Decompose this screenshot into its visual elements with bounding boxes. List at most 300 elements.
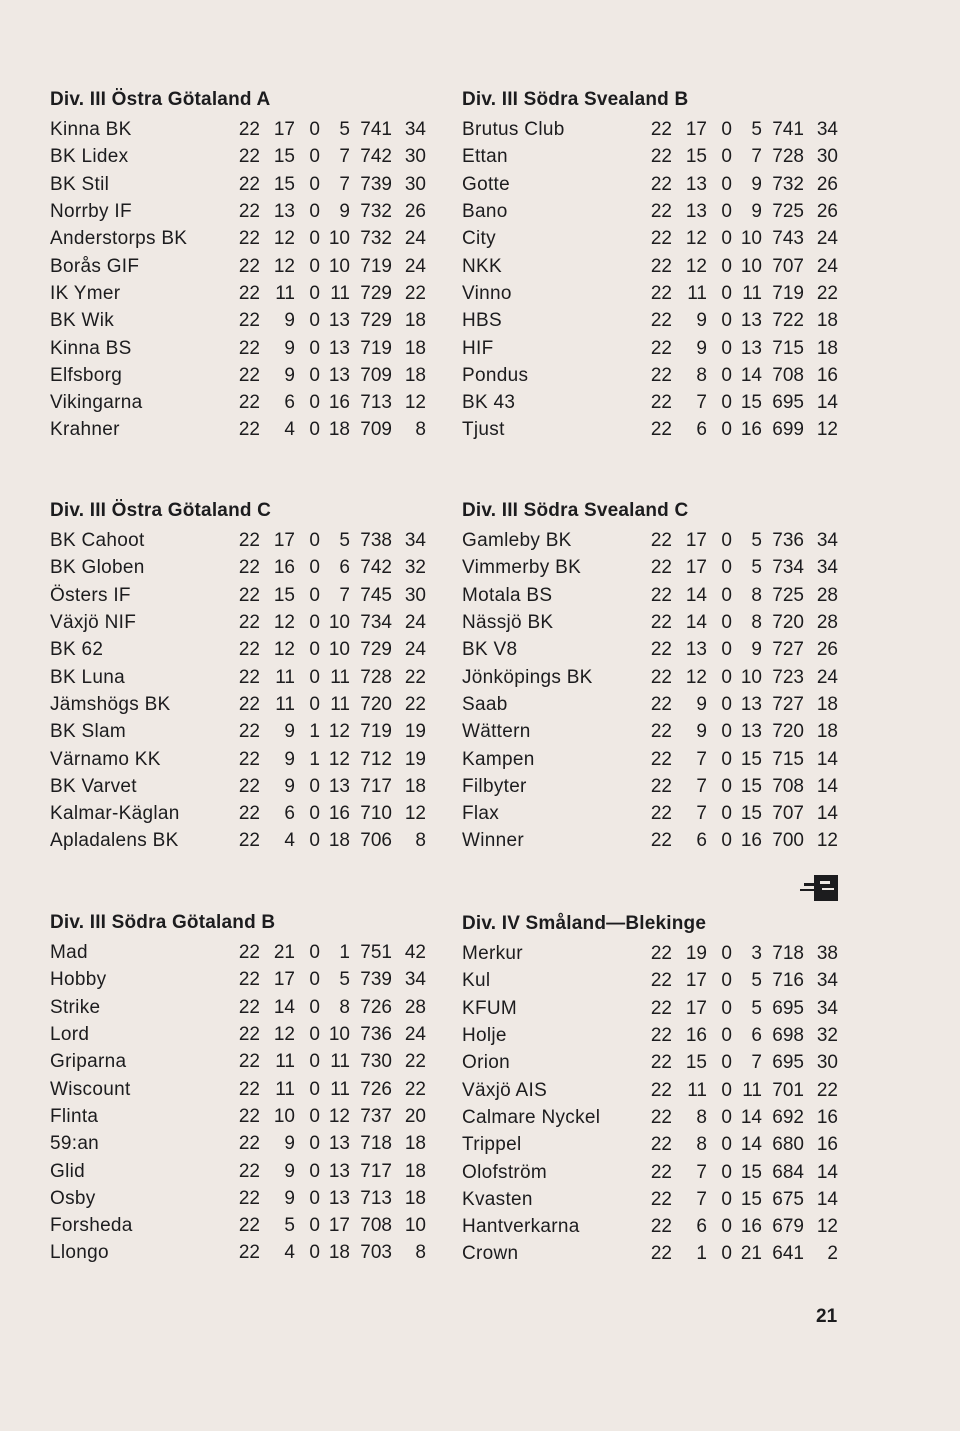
stat-cell: 22: [238, 119, 260, 141]
stat-cell: 0: [721, 693, 732, 715]
stat-cell: 0: [309, 228, 320, 250]
stat-cell: 16: [740, 1216, 762, 1238]
stat-cell: 716: [772, 970, 804, 992]
stat-cell: 15: [740, 803, 762, 825]
stat-cell: 9: [696, 693, 707, 715]
table-row: [50, 362, 426, 389]
team-name: Flax: [462, 803, 500, 825]
team-name: HBS: [462, 310, 502, 332]
standings-table: [50, 939, 426, 1267]
stat-cell: 22: [650, 228, 672, 250]
team-name: IK Ymer: [50, 282, 121, 304]
stat-cell: 18: [404, 1133, 426, 1155]
team-name: Elfsborg: [50, 364, 123, 386]
stat-cell: 715: [772, 337, 804, 359]
stat-cell: 11: [275, 666, 295, 688]
stat-cell: 14: [740, 364, 762, 386]
stat-cell: 695: [772, 392, 804, 414]
team-name: Pondus: [462, 364, 529, 386]
stat-cell: 717: [360, 1160, 392, 1182]
table-row: [462, 334, 838, 361]
stat-cell: 0: [721, 119, 732, 141]
stat-cell: 22: [650, 1025, 672, 1047]
stat-cell: 30: [816, 146, 838, 168]
team-name: Östers IF: [50, 584, 131, 606]
stat-cell: 14: [273, 996, 295, 1018]
stat-cell: 17: [328, 1215, 350, 1237]
stat-cell: 12: [816, 830, 838, 852]
stat-cell: 8: [415, 419, 426, 441]
stat-cell: 15: [740, 392, 762, 414]
table-row: [50, 1075, 426, 1102]
stat-cell: 679: [772, 1216, 804, 1238]
stat-cell: 13: [328, 1187, 350, 1209]
stat-cell: 15: [273, 146, 295, 168]
team-name: Gamleby BK: [462, 530, 572, 552]
stat-cell: 19: [404, 721, 426, 743]
division-sodra-svealand-c: [462, 495, 862, 855]
team-name: BK Globen: [50, 557, 145, 579]
stat-cell: 0: [721, 1134, 732, 1156]
stat-cell: 0: [721, 146, 732, 168]
division-smaland-blekinge: [462, 908, 862, 1268]
stat-cell: 34: [404, 119, 426, 141]
stat-cell: 11: [275, 282, 295, 304]
stat-cell: 22: [650, 282, 672, 304]
stat-cell: 7: [696, 1188, 707, 1210]
stat-cell: 0: [309, 1105, 320, 1127]
stat-cell: 13: [328, 364, 350, 386]
stat-cell: 14: [685, 612, 707, 634]
stat-cell: 22: [650, 693, 672, 715]
page-number: 21: [816, 1306, 838, 1327]
table-row: [50, 582, 426, 609]
team-name: BK Cahoot: [50, 530, 145, 552]
stat-cell: 14: [816, 1188, 838, 1210]
stat-cell: 12: [404, 392, 426, 414]
team-name: Hantverkarna: [462, 1216, 580, 1238]
stat-cell: 0: [309, 255, 320, 277]
stat-cell: 739: [360, 969, 392, 991]
team-name: BK Luna: [50, 666, 125, 688]
stat-cell: 16: [740, 830, 762, 852]
team-name: Kampen: [462, 748, 535, 770]
stat-cell: 7: [339, 584, 350, 606]
table-row: [462, 1158, 838, 1185]
stat-cell: 22: [650, 337, 672, 359]
stat-cell: 0: [309, 666, 320, 688]
stat-cell: 22: [650, 1243, 672, 1265]
standings-table: [50, 527, 426, 855]
stat-cell: 7: [696, 748, 707, 770]
division-title: Div. III Östra Götaland A: [50, 89, 271, 110]
stat-cell: 3: [751, 943, 762, 965]
stat-cell: 16: [328, 392, 350, 414]
table-row: [50, 636, 426, 663]
stat-cell: 720: [772, 721, 804, 743]
stat-cell: 741: [772, 119, 804, 141]
stat-cell: 734: [360, 612, 392, 634]
stat-cell: 751: [360, 942, 392, 964]
stat-cell: 22: [238, 1105, 260, 1127]
stat-cell: 12: [685, 666, 707, 688]
stat-cell: 17: [273, 119, 295, 141]
stat-cell: 22: [238, 337, 260, 359]
table-row: [462, 554, 838, 581]
stat-cell: 11: [330, 282, 350, 304]
stat-cell: 16: [273, 557, 295, 579]
stat-cell: 725: [772, 584, 804, 606]
stat-cell: 22: [650, 1216, 672, 1238]
stat-cell: 9: [751, 201, 762, 223]
stat-cell: 22: [650, 803, 672, 825]
stat-cell: 12: [273, 1024, 295, 1046]
stat-cell: 8: [696, 1106, 707, 1128]
stat-cell: 22: [238, 721, 260, 743]
stat-cell: 695: [772, 1052, 804, 1074]
stat-cell: 0: [309, 310, 320, 332]
team-name: Merkur: [462, 943, 523, 965]
table-row: [50, 939, 426, 966]
stat-cell: 5: [339, 969, 350, 991]
team-name: NKK: [462, 255, 502, 277]
table-row: [462, 1022, 838, 1049]
stat-cell: 0: [721, 310, 732, 332]
table-row: [50, 198, 426, 225]
stat-cell: 18: [404, 337, 426, 359]
table-row: [462, 252, 838, 279]
stat-cell: 13: [740, 693, 762, 715]
stat-cell: 0: [721, 530, 732, 552]
table-row: [462, 691, 838, 718]
stat-cell: 13: [328, 1133, 350, 1155]
table-row: [462, 362, 838, 389]
stat-cell: 0: [309, 639, 320, 661]
stat-cell: 723: [772, 666, 804, 688]
stat-cell: 13: [273, 201, 295, 223]
stat-cell: 727: [772, 693, 804, 715]
stat-cell: 22: [238, 1242, 260, 1264]
stat-cell: 17: [685, 530, 707, 552]
stat-cell: 0: [309, 392, 320, 414]
stat-cell: 0: [721, 721, 732, 743]
stat-cell: 22: [650, 419, 672, 441]
stat-cell: 0: [309, 803, 320, 825]
stat-cell: 13: [328, 1160, 350, 1182]
stat-cell: 18: [816, 721, 838, 743]
stat-cell: 6: [751, 1025, 762, 1047]
stat-cell: 8: [751, 584, 762, 606]
stat-cell: 0: [721, 337, 732, 359]
stat-cell: 0: [721, 970, 732, 992]
stat-cell: 22: [238, 775, 260, 797]
team-name: Nässjö BK: [462, 612, 554, 634]
table-row: [50, 280, 426, 307]
stat-cell: 0: [309, 1215, 320, 1237]
stat-cell: 9: [284, 1160, 295, 1182]
stat-cell: 7: [751, 1052, 762, 1074]
stat-cell: 0: [721, 803, 732, 825]
stat-cell: 719: [360, 337, 392, 359]
team-name: Kul: [462, 970, 491, 992]
stat-cell: 0: [309, 612, 320, 634]
stat-cell: 730: [360, 1051, 392, 1073]
stat-cell: 21: [740, 1243, 762, 1265]
stat-cell: 0: [309, 1078, 320, 1100]
stat-cell: 22: [238, 996, 260, 1018]
stat-cell: 0: [309, 419, 320, 441]
division-ostra-gotaland-c: [50, 495, 450, 855]
stat-cell: 12: [273, 639, 295, 661]
stat-cell: 5: [751, 557, 762, 579]
team-name: Jönköpings BK: [462, 666, 593, 688]
team-name: Filbyter: [462, 775, 527, 797]
stat-cell: 14: [740, 1106, 762, 1128]
stat-cell: 22: [238, 803, 260, 825]
table-row: [462, 280, 838, 307]
stat-cell: 13: [685, 201, 707, 223]
stat-cell: 22: [238, 364, 260, 386]
table-row: [50, 527, 426, 554]
stat-cell: 729: [360, 310, 392, 332]
table-row: [50, 307, 426, 334]
stat-cell: 22: [238, 748, 260, 770]
stat-cell: 0: [309, 530, 320, 552]
stat-cell: 4: [284, 1242, 295, 1264]
table-row: [462, 1131, 838, 1158]
team-name: Kinna BS: [50, 337, 132, 359]
team-name: Gotte: [462, 173, 510, 195]
stat-cell: 22: [238, 830, 260, 852]
table-row: [462, 995, 838, 1022]
team-name: Jämshögs BK: [50, 693, 171, 715]
stat-cell: 26: [816, 639, 838, 661]
stat-cell: 0: [309, 830, 320, 852]
stat-cell: 708: [772, 364, 804, 386]
team-name: BK 62: [50, 639, 104, 661]
stat-cell: 24: [816, 255, 838, 277]
table-row: [462, 827, 838, 854]
stat-cell: 17: [273, 530, 295, 552]
stat-cell: 24: [404, 1024, 426, 1046]
stat-cell: 736: [360, 1024, 392, 1046]
stat-cell: 0: [309, 173, 320, 195]
table-row: [462, 967, 838, 994]
team-name: Anderstorps BK: [50, 228, 188, 250]
stat-cell: 7: [696, 392, 707, 414]
table-row: [462, 1240, 838, 1267]
table-row: [462, 745, 838, 772]
stat-cell: 0: [721, 228, 732, 250]
stat-cell: 5: [751, 119, 762, 141]
team-name: Vikingarna: [50, 392, 143, 414]
stat-cell: 5: [751, 997, 762, 1019]
stat-cell: 9: [284, 721, 295, 743]
stat-cell: 28: [404, 996, 426, 1018]
stat-cell: 0: [721, 584, 732, 606]
stat-cell: 11: [330, 666, 350, 688]
stat-cell: 0: [309, 1242, 320, 1264]
stat-cell: 0: [721, 775, 732, 797]
stat-cell: 728: [772, 146, 804, 168]
stat-cell: 712: [360, 748, 392, 770]
stat-cell: 22: [238, 228, 260, 250]
stat-cell: 10: [273, 1105, 295, 1127]
stat-cell: 22: [238, 201, 260, 223]
stat-cell: 4: [284, 830, 295, 852]
stat-cell: 12: [816, 419, 838, 441]
stat-cell: 22: [404, 282, 426, 304]
stat-cell: 22: [238, 419, 260, 441]
stat-cell: 22: [650, 310, 672, 332]
stat-cell: 22: [650, 1161, 672, 1183]
stat-cell: 24: [404, 255, 426, 277]
team-name: Lord: [50, 1024, 90, 1046]
stat-cell: 5: [751, 530, 762, 552]
print-mark-icon: [796, 871, 840, 903]
stat-cell: 0: [721, 943, 732, 965]
table-row: [462, 718, 838, 745]
table-row: [50, 1048, 426, 1075]
stat-cell: 0: [309, 1024, 320, 1046]
stat-cell: 22: [650, 997, 672, 1019]
stat-cell: 11: [275, 1051, 295, 1073]
table-row: [50, 1185, 426, 1212]
stat-cell: 692: [772, 1106, 804, 1128]
stat-cell: 15: [273, 173, 295, 195]
division-sodra-svealand-b: [462, 84, 862, 444]
stat-cell: 11: [330, 693, 350, 715]
division-title: Div. III Södra Götaland B: [50, 912, 276, 933]
table-row: [462, 527, 838, 554]
stat-cell: 13: [328, 337, 350, 359]
table-row: [50, 663, 426, 690]
table-row: [462, 389, 838, 416]
stat-cell: 0: [721, 748, 732, 770]
stat-cell: 22: [238, 282, 260, 304]
stat-cell: 12: [328, 1105, 350, 1127]
stat-cell: 0: [721, 282, 732, 304]
stat-cell: 24: [816, 666, 838, 688]
table-row: [50, 1239, 426, 1266]
stat-cell: 22: [650, 392, 672, 414]
stat-cell: 22: [404, 693, 426, 715]
table-row: [50, 773, 426, 800]
stat-cell: 0: [721, 1025, 732, 1047]
division-title: Div. III Södra Svealand B: [462, 89, 689, 110]
stat-cell: 22: [650, 1079, 672, 1101]
stat-cell: 9: [284, 748, 295, 770]
stat-cell: 708: [772, 775, 804, 797]
table-row: [462, 198, 838, 225]
table-row: [50, 334, 426, 361]
team-name: Brutus Club: [462, 119, 565, 141]
stat-cell: 709: [360, 419, 392, 441]
stat-cell: 729: [360, 639, 392, 661]
stat-cell: 741: [360, 119, 392, 141]
stat-cell: 737: [360, 1105, 392, 1127]
table-row: [50, 1103, 426, 1130]
stat-cell: 720: [360, 693, 392, 715]
stat-cell: 11: [742, 1079, 762, 1101]
stat-cell: 729: [360, 282, 392, 304]
stat-cell: 0: [721, 255, 732, 277]
stat-cell: 22: [238, 1051, 260, 1073]
stat-cell: 42: [404, 942, 426, 964]
stat-cell: 34: [404, 969, 426, 991]
stat-cell: 13: [685, 173, 707, 195]
team-name: Vinno: [462, 282, 512, 304]
table-row: [50, 389, 426, 416]
table-row: [50, 171, 426, 198]
stat-cell: 14: [816, 1161, 838, 1183]
team-name: Griparna: [50, 1051, 127, 1073]
table-row: [50, 745, 426, 772]
table-row: [50, 1157, 426, 1184]
standings-table: [462, 116, 838, 444]
team-name: Apladalens BK: [50, 830, 179, 852]
stat-cell: 14: [740, 1134, 762, 1156]
team-name: Strike: [50, 996, 101, 1018]
standings-table: [462, 940, 838, 1268]
stat-cell: 734: [772, 557, 804, 579]
stat-cell: 9: [696, 721, 707, 743]
stat-cell: 22: [650, 1052, 672, 1074]
stat-cell: 11: [330, 1078, 350, 1100]
table-row: [50, 691, 426, 718]
stat-cell: 17: [685, 119, 707, 141]
stat-cell: 718: [772, 943, 804, 965]
stat-cell: 34: [816, 557, 838, 579]
stat-cell: 742: [360, 146, 392, 168]
stat-cell: 9: [284, 364, 295, 386]
stat-cell: 15: [740, 748, 762, 770]
table-row: [462, 636, 838, 663]
team-name: Wättern: [462, 721, 531, 743]
stat-cell: 22: [238, 530, 260, 552]
stat-cell: 0: [309, 775, 320, 797]
team-name: Ettan: [462, 146, 508, 168]
stat-cell: 12: [273, 255, 295, 277]
stat-cell: 22: [650, 255, 672, 277]
stat-cell: 15: [273, 584, 295, 606]
stat-cell: 22: [650, 970, 672, 992]
team-name: Forsheda: [50, 1215, 133, 1237]
stat-cell: 16: [816, 1134, 838, 1156]
stat-cell: 22: [650, 1188, 672, 1210]
table-row: [462, 1049, 838, 1076]
team-name: Orion: [462, 1052, 510, 1074]
stat-cell: 6: [284, 803, 295, 825]
stat-cell: 22: [650, 612, 672, 634]
stat-cell: 7: [339, 173, 350, 195]
stat-cell: 0: [721, 1052, 732, 1074]
table-row: [50, 143, 426, 170]
stat-cell: 709: [360, 364, 392, 386]
stat-cell: 22: [650, 830, 672, 852]
stat-cell: 11: [687, 1079, 707, 1101]
table-row: [50, 1130, 426, 1157]
stat-cell: 15: [740, 1161, 762, 1183]
team-name: Motala BS: [462, 584, 553, 606]
stat-cell: 17: [685, 557, 707, 579]
stat-cell: 15: [685, 1052, 707, 1074]
table-row: [50, 416, 426, 443]
stat-cell: 19: [685, 943, 707, 965]
team-name: Olofström: [462, 1161, 548, 1183]
stat-cell: 30: [404, 584, 426, 606]
stat-cell: 34: [816, 119, 838, 141]
